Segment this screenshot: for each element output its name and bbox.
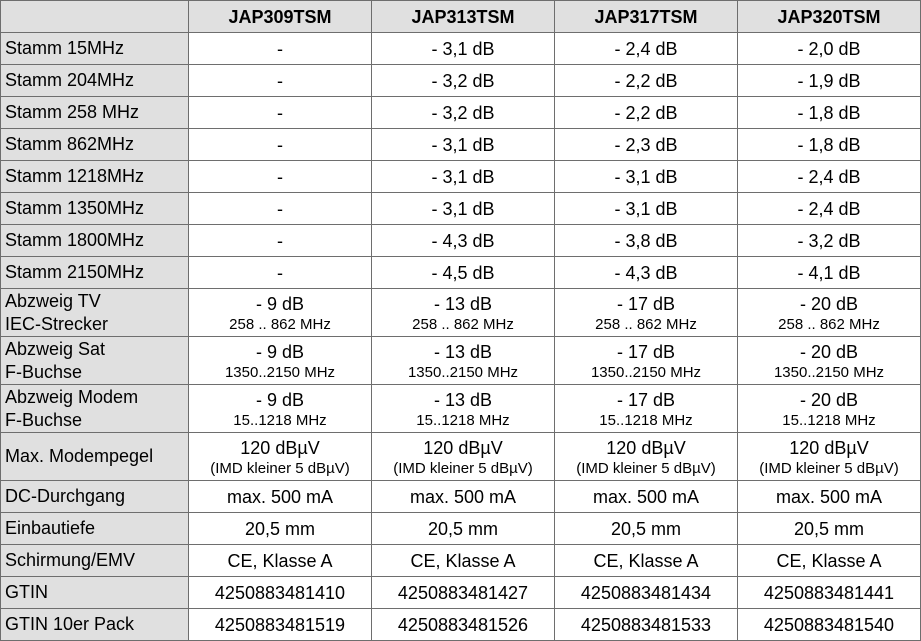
- value-main-text: -: [277, 102, 283, 123]
- table-row: [1, 433, 921, 481]
- row-label-text: IEC-Strecker: [5, 313, 109, 334]
- value-sub-text: 1350..2150 MHz: [590, 363, 702, 381]
- value-main-text: - 2,4 dB: [797, 198, 861, 219]
- value-main-text: max. 500 mA: [775, 486, 883, 507]
- value-cell-product-2: [372, 545, 555, 577]
- value-cell-product-4: [738, 33, 921, 65]
- table-row: [1, 577, 921, 609]
- row-label-cell: [1, 337, 189, 385]
- row-label-cell: [1, 433, 189, 481]
- table-row: [1, 545, 921, 577]
- value-cell-product-1: [189, 577, 372, 609]
- row-label-cell: [1, 577, 189, 609]
- value-cell-product-3: [555, 513, 738, 545]
- value-cell-product-3: [555, 385, 738, 433]
- value-main-text: - 3,1 dB: [431, 166, 495, 187]
- value-main-text: - 2,2 dB: [614, 70, 678, 91]
- value-main-text: max. 500 mA: [592, 486, 700, 507]
- value-cell-product-4: [738, 225, 921, 257]
- value-cell-product-1: [189, 337, 372, 385]
- value-sub-text: 1350..2150 MHz: [773, 363, 885, 381]
- row-label-cell: [1, 513, 189, 545]
- value-cell-product-2: [372, 65, 555, 97]
- row-label-text: Abzweig Sat: [5, 338, 106, 359]
- value-sub-text: 15..1218 MHz: [599, 411, 693, 429]
- value-cell-product-2: [372, 513, 555, 545]
- value-main-text: - 3,1 dB: [614, 198, 678, 219]
- value-cell-product-3: [555, 129, 738, 161]
- value-cell-product-3: [555, 577, 738, 609]
- value-main-text: - 2,4 dB: [797, 166, 861, 187]
- value-main-text: - 2,3 dB: [614, 134, 678, 155]
- value-cell-product-3: [555, 609, 738, 641]
- value-main-text: 4250883481526: [397, 614, 529, 635]
- table-row: [1, 225, 921, 257]
- value-cell-product-1: [189, 513, 372, 545]
- row-label-cell: [1, 545, 189, 577]
- value-cell-product-2: [372, 609, 555, 641]
- value-cell-product-4: [738, 65, 921, 97]
- value-main-text: - 17 dB: [616, 341, 676, 362]
- value-cell-product-1: [189, 385, 372, 433]
- row-label-cell: [1, 609, 189, 641]
- header-product-1: JAP309TSM: [189, 1, 372, 33]
- header-corner-cell: [1, 1, 189, 33]
- value-sub-text: 258 .. 862 MHz: [412, 315, 514, 333]
- value-main-text: - 9 dB: [255, 389, 305, 410]
- value-main-text: - 3,2 dB: [797, 230, 861, 251]
- value-cell-product-3: [555, 545, 738, 577]
- row-label-cell: [1, 33, 189, 65]
- value-main-text: - 3,1 dB: [431, 38, 495, 59]
- value-main-text: 4250883481519: [214, 614, 346, 635]
- value-sub-text: 15..1218 MHz: [782, 411, 876, 429]
- table-row: [1, 385, 921, 433]
- value-cell-product-4: [738, 433, 921, 481]
- value-main-text: - 13 dB: [433, 293, 493, 314]
- value-cell-product-3: [555, 257, 738, 289]
- value-main-text: - 2,4 dB: [614, 38, 678, 59]
- table-row: [1, 161, 921, 193]
- value-main-text: - 1,8 dB: [797, 134, 861, 155]
- row-label-text: GTIN: [5, 582, 48, 602]
- table-row: [1, 337, 921, 385]
- value-sub-text: 258 .. 862 MHz: [229, 315, 331, 333]
- value-main-text: 20,5 mm: [610, 518, 682, 539]
- row-label-text: Stamm 1350MHz: [5, 198, 145, 218]
- row-label-text: Max. Modempegel: [5, 446, 154, 466]
- value-cell-product-4: [738, 129, 921, 161]
- row-label-text: Stamm 862MHz: [5, 134, 135, 154]
- table-row: [1, 193, 921, 225]
- value-sub-text: (IMD kleiner 5 dBµV): [210, 459, 350, 477]
- value-sub-text: 258 .. 862 MHz: [778, 315, 880, 333]
- row-label-text: F-Buchse: [5, 409, 83, 430]
- value-main-text: max. 500 mA: [409, 486, 517, 507]
- value-cell-product-2: [372, 225, 555, 257]
- value-main-text: - 9 dB: [255, 341, 305, 362]
- value-main-text: -: [277, 38, 283, 59]
- value-cell-product-3: [555, 161, 738, 193]
- value-cell-product-4: [738, 577, 921, 609]
- row-label-text: Abzweig Modem: [5, 386, 139, 407]
- value-main-text: - 3,2 dB: [431, 70, 495, 91]
- value-main-text: 4250883481533: [580, 614, 712, 635]
- value-main-text: - 3,2 dB: [431, 102, 495, 123]
- value-cell-product-4: [738, 545, 921, 577]
- value-sub-text: 1350..2150 MHz: [407, 363, 519, 381]
- row-label-text: Stamm 1800MHz: [5, 230, 145, 250]
- value-main-text: - 20 dB: [799, 389, 859, 410]
- value-cell-product-4: [738, 609, 921, 641]
- table-row: [1, 97, 921, 129]
- value-main-text: - 17 dB: [616, 293, 676, 314]
- header-row: [1, 1, 921, 33]
- value-main-text: CE, Klasse A: [776, 550, 882, 571]
- value-main-text: - 2,0 dB: [797, 38, 861, 59]
- value-main-text: 4250883481410: [214, 582, 346, 603]
- row-label-text: Stamm 1218MHz: [5, 166, 145, 186]
- value-cell-product-2: [372, 385, 555, 433]
- value-main-text: 4250883481441: [763, 582, 895, 603]
- row-label-text: Stamm 204MHz: [5, 70, 135, 90]
- value-cell-product-1: [189, 289, 372, 337]
- value-main-text: CE, Klasse A: [410, 550, 516, 571]
- value-cell-product-3: [555, 337, 738, 385]
- value-cell-product-3: [555, 433, 738, 481]
- value-main-text: max. 500 mA: [226, 486, 334, 507]
- value-main-text: - 9 dB: [255, 293, 305, 314]
- value-main-text: - 13 dB: [433, 389, 493, 410]
- value-cell-product-2: [372, 97, 555, 129]
- value-cell-product-1: [189, 97, 372, 129]
- row-label-text: GTIN 10er Pack: [5, 614, 135, 634]
- value-cell-product-4: [738, 337, 921, 385]
- value-main-text: - 3,1 dB: [614, 166, 678, 187]
- value-cell-product-1: [189, 33, 372, 65]
- value-cell-product-2: [372, 161, 555, 193]
- row-label-text: Stamm 2150MHz: [5, 262, 145, 282]
- value-main-text: - 2,2 dB: [614, 102, 678, 123]
- value-cell-product-4: [738, 97, 921, 129]
- value-cell-product-4: [738, 481, 921, 513]
- value-main-text: -: [277, 134, 283, 155]
- value-main-text: 20,5 mm: [427, 518, 499, 539]
- row-label-cell: [1, 225, 189, 257]
- value-main-text: 120 dBµV: [606, 437, 686, 458]
- value-main-text: 20,5 mm: [793, 518, 865, 539]
- row-label-cell: [1, 257, 189, 289]
- row-label-text: Stamm 258 MHz: [5, 102, 140, 122]
- value-main-text: - 4,1 dB: [797, 262, 861, 283]
- value-cell-product-4: [738, 193, 921, 225]
- value-main-text: -: [277, 262, 283, 283]
- value-main-text: - 1,8 dB: [797, 102, 861, 123]
- value-cell-product-4: [738, 257, 921, 289]
- row-label-cell: [1, 129, 189, 161]
- value-cell-product-3: [555, 33, 738, 65]
- value-main-text: 4250883481427: [397, 582, 529, 603]
- value-main-text: 120 dBµV: [423, 437, 503, 458]
- value-cell-product-1: [189, 481, 372, 513]
- value-cell-product-2: [372, 193, 555, 225]
- value-main-text: 120 dBµV: [240, 437, 320, 458]
- value-cell-product-4: [738, 385, 921, 433]
- value-cell-product-1: [189, 257, 372, 289]
- row-label-text: Abzweig TV: [5, 290, 101, 311]
- value-main-text: - 4,3 dB: [614, 262, 678, 283]
- header-product-4: JAP320TSM: [738, 1, 921, 33]
- value-cell-product-3: [555, 225, 738, 257]
- value-cell-product-2: [372, 129, 555, 161]
- value-main-text: CE, Klasse A: [227, 550, 333, 571]
- value-sub-text: (IMD kleiner 5 dBµV): [576, 459, 716, 477]
- row-label-cell: [1, 385, 189, 433]
- value-main-text: - 20 dB: [799, 341, 859, 362]
- row-label-cell: [1, 65, 189, 97]
- spec-table-body: [1, 33, 921, 641]
- value-main-text: -: [277, 166, 283, 187]
- row-label-cell: [1, 289, 189, 337]
- header-product-3: JAP317TSM: [555, 1, 738, 33]
- value-sub-text: 15..1218 MHz: [233, 411, 327, 429]
- value-cell-product-4: [738, 161, 921, 193]
- value-cell-product-2: [372, 481, 555, 513]
- value-cell-product-2: [372, 289, 555, 337]
- value-cell-product-1: [189, 129, 372, 161]
- value-main-text: -: [277, 198, 283, 219]
- value-cell-product-1: [189, 609, 372, 641]
- value-cell-product-1: [189, 433, 372, 481]
- table-row: [1, 481, 921, 513]
- row-label-text: Stamm 15MHz: [5, 38, 125, 58]
- spec-table-header: [1, 1, 921, 33]
- value-cell-product-3: [555, 65, 738, 97]
- value-main-text: - 3,1 dB: [431, 134, 495, 155]
- row-label-cell: [1, 193, 189, 225]
- value-cell-product-1: [189, 225, 372, 257]
- value-cell-product-2: [372, 577, 555, 609]
- value-main-text: - 13 dB: [433, 341, 493, 362]
- value-main-text: - 4,5 dB: [431, 262, 495, 283]
- value-main-text: - 3,8 dB: [614, 230, 678, 251]
- table-row: [1, 609, 921, 641]
- row-label-cell: [1, 97, 189, 129]
- row-label-cell: [1, 161, 189, 193]
- table-row: [1, 289, 921, 337]
- value-cell-product-2: [372, 433, 555, 481]
- value-cell-product-3: [555, 193, 738, 225]
- row-label-text: DC-Durchgang: [5, 486, 126, 506]
- table-row: [1, 513, 921, 545]
- value-sub-text: (IMD kleiner 5 dBµV): [759, 459, 899, 477]
- table-row: [1, 33, 921, 65]
- row-label-text: Einbautiefe: [5, 518, 96, 538]
- header-product-2: JAP313TSM: [372, 1, 555, 33]
- value-cell-product-1: [189, 65, 372, 97]
- value-cell-product-4: [738, 289, 921, 337]
- value-cell-product-3: [555, 289, 738, 337]
- value-sub-text: 258 .. 862 MHz: [595, 315, 697, 333]
- row-label-cell: [1, 481, 189, 513]
- value-main-text: -: [277, 230, 283, 251]
- value-sub-text: 1350..2150 MHz: [224, 363, 336, 381]
- value-main-text: - 4,3 dB: [431, 230, 495, 251]
- value-cell-product-3: [555, 481, 738, 513]
- value-main-text: 4250883481540: [763, 614, 895, 635]
- table-row: [1, 257, 921, 289]
- table-row: [1, 65, 921, 97]
- table-row: [1, 129, 921, 161]
- value-cell-product-2: [372, 257, 555, 289]
- value-cell-product-3: [555, 97, 738, 129]
- row-label-text: Schirmung/EMV: [5, 550, 136, 570]
- row-label-text: F-Buchse: [5, 361, 83, 382]
- value-cell-product-1: [189, 193, 372, 225]
- value-main-text: - 1,9 dB: [797, 70, 861, 91]
- value-main-text: 20,5 mm: [244, 518, 316, 539]
- value-cell-product-2: [372, 33, 555, 65]
- value-main-text: - 20 dB: [799, 293, 859, 314]
- value-cell-product-2: [372, 337, 555, 385]
- value-main-text: - 17 dB: [616, 389, 676, 410]
- value-cell-product-4: [738, 513, 921, 545]
- value-sub-text: (IMD kleiner 5 dBµV): [393, 459, 533, 477]
- value-main-text: CE, Klasse A: [593, 550, 699, 571]
- value-main-text: -: [277, 70, 283, 91]
- value-main-text: - 3,1 dB: [431, 198, 495, 219]
- value-cell-product-1: [189, 545, 372, 577]
- value-sub-text: 15..1218 MHz: [416, 411, 510, 429]
- value-cell-product-1: [189, 161, 372, 193]
- value-main-text: 4250883481434: [580, 582, 712, 603]
- value-main-text: 120 dBµV: [789, 437, 869, 458]
